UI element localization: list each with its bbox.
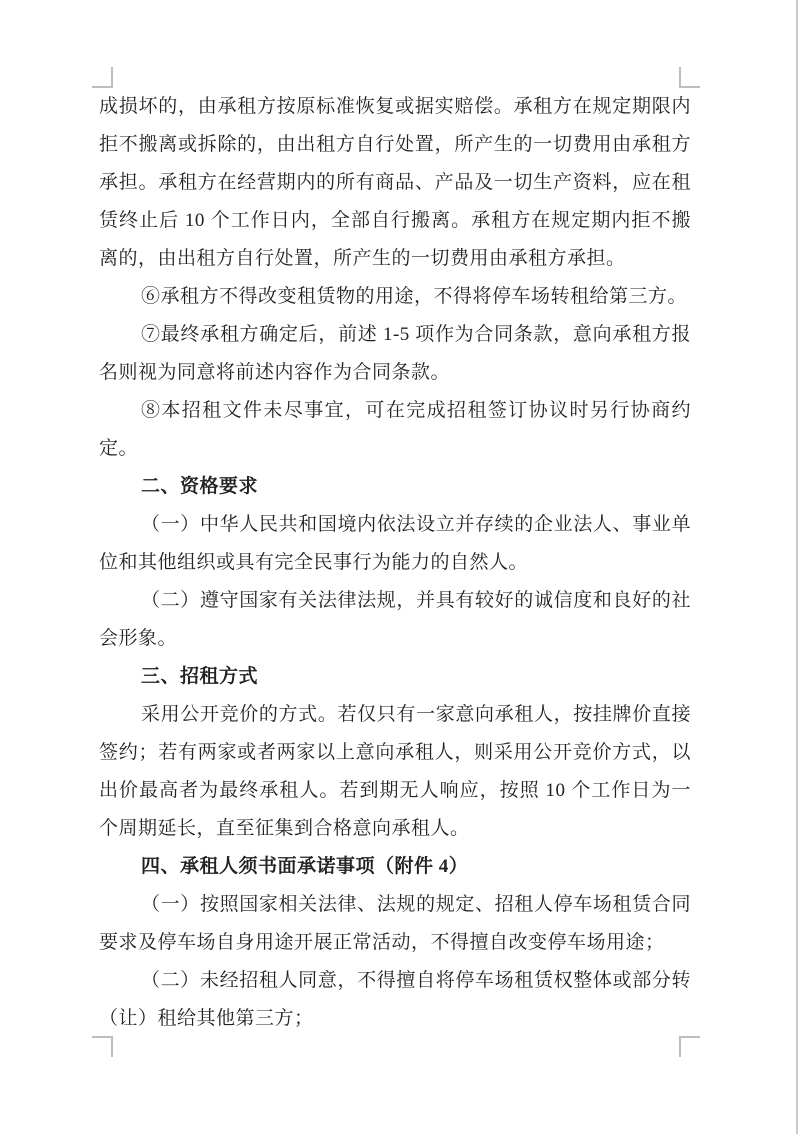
paragraph-line: （二）遵守国家有关法律法规，并具有较好的诚信度和良好的社 bbox=[141, 590, 691, 611]
paragraph-line: 要求及停车场自身用途开展正常活动，不得擅自改变停车场用途； bbox=[99, 932, 665, 953]
paragraph-line: 承担。承租方在经营期内的所有商品、产品及一切生产资料，应在租 bbox=[99, 172, 691, 193]
paragraph-line: 名则视为同意将前述内容作为合同条款。 bbox=[99, 362, 451, 383]
paragraph-line: 出价最高者为最终承租人。若到期无人响应，按照 10 个工作日为一 bbox=[99, 780, 691, 801]
section-heading: 四、承租人须书面承诺事项（附件 4） bbox=[141, 856, 469, 877]
crop-mark-top-right bbox=[679, 67, 700, 88]
paragraph-line: 会形象。 bbox=[99, 628, 178, 649]
paragraph-line: ⑥承租方不得改变租赁物的用途，不得将停车场转租给第三方。 bbox=[141, 286, 688, 307]
paragraph-line: 成损坏的，由承租方按原标准恢复或据实赔偿。承租方在规定期限内 bbox=[99, 96, 691, 117]
paragraph-line: ⑧本招租文件未尽事宜，可在完成招租签订协议时另行协商约定。 bbox=[99, 400, 691, 459]
paragraph-line: ⑦最终承租方确定后，前述 1-5 项作为合同条款，意向承租方报 bbox=[141, 324, 691, 345]
document-content bbox=[99, 88, 691, 1038]
paragraph-line: （一）中华人民共和国境内依法设立并存续的企业法人、事业单 bbox=[141, 514, 691, 535]
section-heading: 二、资格要求 bbox=[141, 476, 259, 497]
crop-mark-top-left bbox=[92, 67, 113, 88]
paragraph-line: 赁终止后 10 个工作日内，全部自行搬离。承租方在规定期内拒不搬 bbox=[99, 210, 691, 231]
page-right-edge-line bbox=[796, 0, 798, 1134]
paragraph-line: 拒不搬离或拆除的，由出租方自行处置，所产生的一切费用由承租方 bbox=[99, 134, 691, 155]
paragraph-line: 位和其他组织或具有完全民事行为能力的自然人。 bbox=[99, 552, 529, 573]
crop-mark-bottom-right bbox=[679, 1036, 700, 1057]
crop-mark-bottom-left bbox=[92, 1036, 113, 1057]
paragraph-line: （一）按照国家相关法律、法规的规定、招租人停车场租赁合同 bbox=[141, 894, 691, 915]
section-heading: 三、招租方式 bbox=[141, 666, 259, 687]
paragraph-line: （二）未经招租人同意，不得擅自将停车场租赁权整体或部分转 bbox=[141, 970, 691, 991]
paragraph-line: 签约；若有两家或者两家以上意向承租人，则采用公开竞价方式，以 bbox=[99, 742, 691, 763]
paragraph-line: （让）租给其他第三方； bbox=[99, 1008, 314, 1029]
paragraph-line: 个周期延长，直至征集到合格意向承租人。 bbox=[99, 818, 470, 839]
paragraph-line: 采用公开竞价的方式。若仅只有一家意向承租人，按挂牌价直接 bbox=[141, 704, 691, 725]
paragraph-line: 离的，由出租方自行处置，所产生的一切费用由承租方承担。 bbox=[99, 248, 626, 269]
